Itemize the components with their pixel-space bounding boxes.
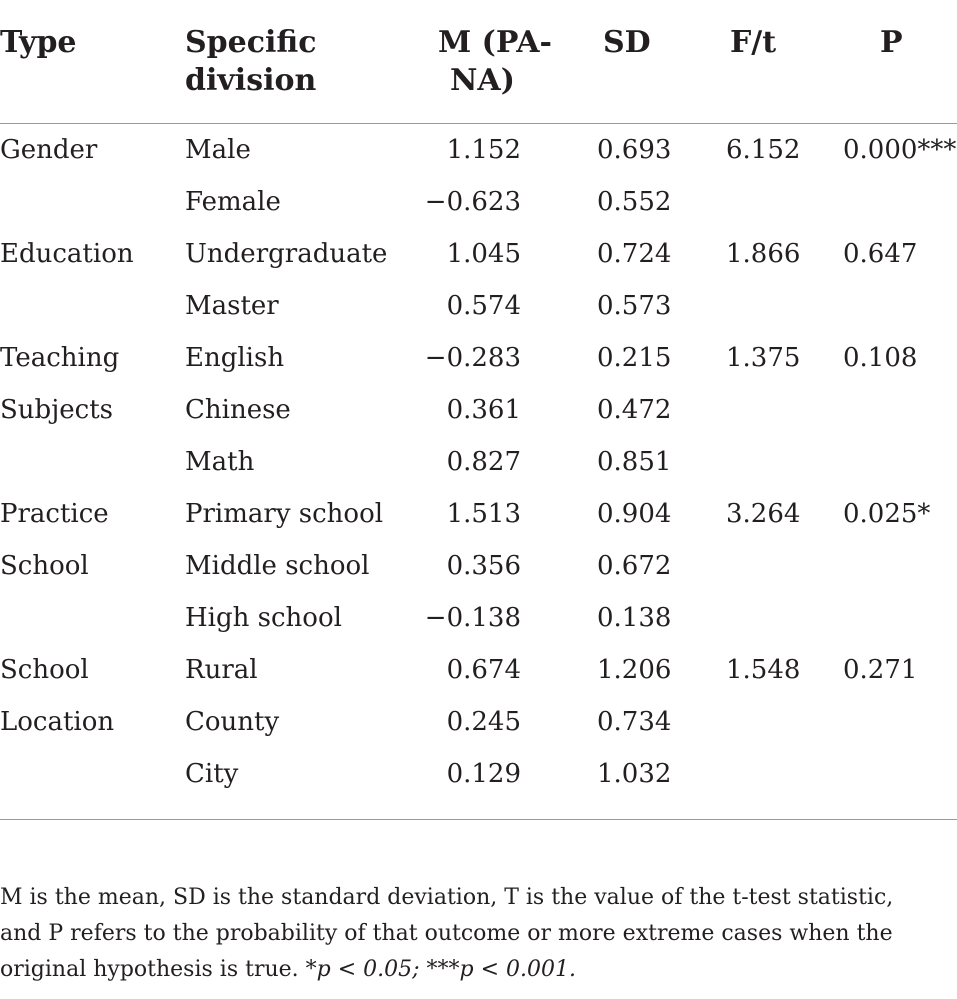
cell-ft: 6.152 [726,135,801,165]
table-row [0,124,957,176]
cell-sd: 0.215 [597,343,672,373]
cell-mean: 0.574 [446,291,521,321]
table-row [0,540,957,592]
cell-division: English [185,343,285,373]
cell-mean: 0.129 [446,759,521,789]
cell-mean: 0.245 [446,707,521,737]
cell-sd: 0.693 [597,135,672,165]
table-row [0,384,957,436]
cell-sd: 0.851 [597,447,672,477]
footnote-text: M is the mean, SD is the standard deviation, T is the value of the t-test statistic, and P refers to the probability of that outcome or more extreme cases when the original hypothesis is true. [0,885,894,982]
cell-division: High school [185,603,342,633]
table-row [0,488,957,540]
cell-type: Teaching [0,343,120,373]
cell-sd: 0.138 [597,603,672,633]
cell-ft: 3.264 [726,499,801,529]
cell-mean: −0.623 [424,187,521,217]
table-body [0,124,957,800]
cell-mean: −0.283 [424,343,521,373]
cell-type: Subjects [0,395,114,425]
cell-p: 0.108 [843,343,918,373]
cell-type: School [0,655,89,685]
cell-division: County [185,707,280,737]
header-type: Type [0,25,77,60]
table-row [0,644,957,696]
cell-p: 0.025* [843,499,931,529]
cell-mean: 0.827 [446,447,521,477]
header-p: P [880,25,903,60]
cell-p: 0.000*** [843,135,957,165]
cell-p: 0.647 [843,239,918,269]
table-row [0,436,957,488]
table-header [0,0,957,124]
table-row [0,748,957,800]
cell-sd: 0.573 [597,291,672,321]
cell-division: Math [185,447,255,477]
cell-type: School [0,551,89,581]
cell-ft: 1.548 [726,655,801,685]
header-specific-division [185,24,316,100]
cell-p: 0.271 [843,655,918,685]
cell-division: Middle school [185,551,370,581]
cell-sd: 0.904 [597,499,672,529]
cell-sd: 0.672 [597,551,672,581]
cell-ft: 1.866 [726,239,801,269]
table-row [0,332,957,384]
cell-division: Undergraduate [185,239,388,269]
header-ft: F/t [730,25,777,60]
cell-type: Practice [0,499,109,529]
header-sd: SD [603,25,651,60]
cell-mean: 0.674 [446,655,521,685]
table-row [0,592,957,644]
cell-mean: 1.152 [446,135,521,165]
header-mean [438,24,552,100]
cell-ft: 1.375 [726,343,801,373]
cell-division: Primary school [185,499,384,529]
header-division-line2: division [185,63,317,98]
cell-type: Education [0,239,134,269]
cell-sd: 0.724 [597,239,672,269]
cell-sd: 1.032 [597,759,672,789]
cell-division: Master [185,291,279,321]
cell-mean: 1.513 [446,499,521,529]
header-mean-line2: NA) [450,63,515,98]
bottom-rule [0,819,957,820]
cell-mean: 0.361 [446,395,521,425]
cell-type: Gender [0,135,98,165]
cell-division: Chinese [185,395,291,425]
cell-sd: 0.472 [597,395,672,425]
header-mean-line1: M (PA- [438,25,552,60]
cell-mean: −0.138 [424,603,521,633]
cell-mean: 1.045 [446,239,521,269]
table-row [0,228,957,280]
cell-mean: 0.356 [446,551,521,581]
cell-sd: 1.206 [597,655,672,685]
table-row [0,280,957,332]
cell-division: City [185,759,239,789]
header-division-line1: Specific [185,25,317,60]
footnote-significance: *p < 0.05; ***p < 0.001. [305,957,577,982]
table-row [0,696,957,748]
table-footnote [0,880,940,988]
cell-division: Female [185,187,281,217]
cell-division: Male [185,135,251,165]
cell-sd: 0.552 [597,187,672,217]
cell-sd: 0.734 [597,707,672,737]
cell-division: Rural [185,655,258,685]
cell-type: Location [0,707,115,737]
table-row [0,176,957,228]
